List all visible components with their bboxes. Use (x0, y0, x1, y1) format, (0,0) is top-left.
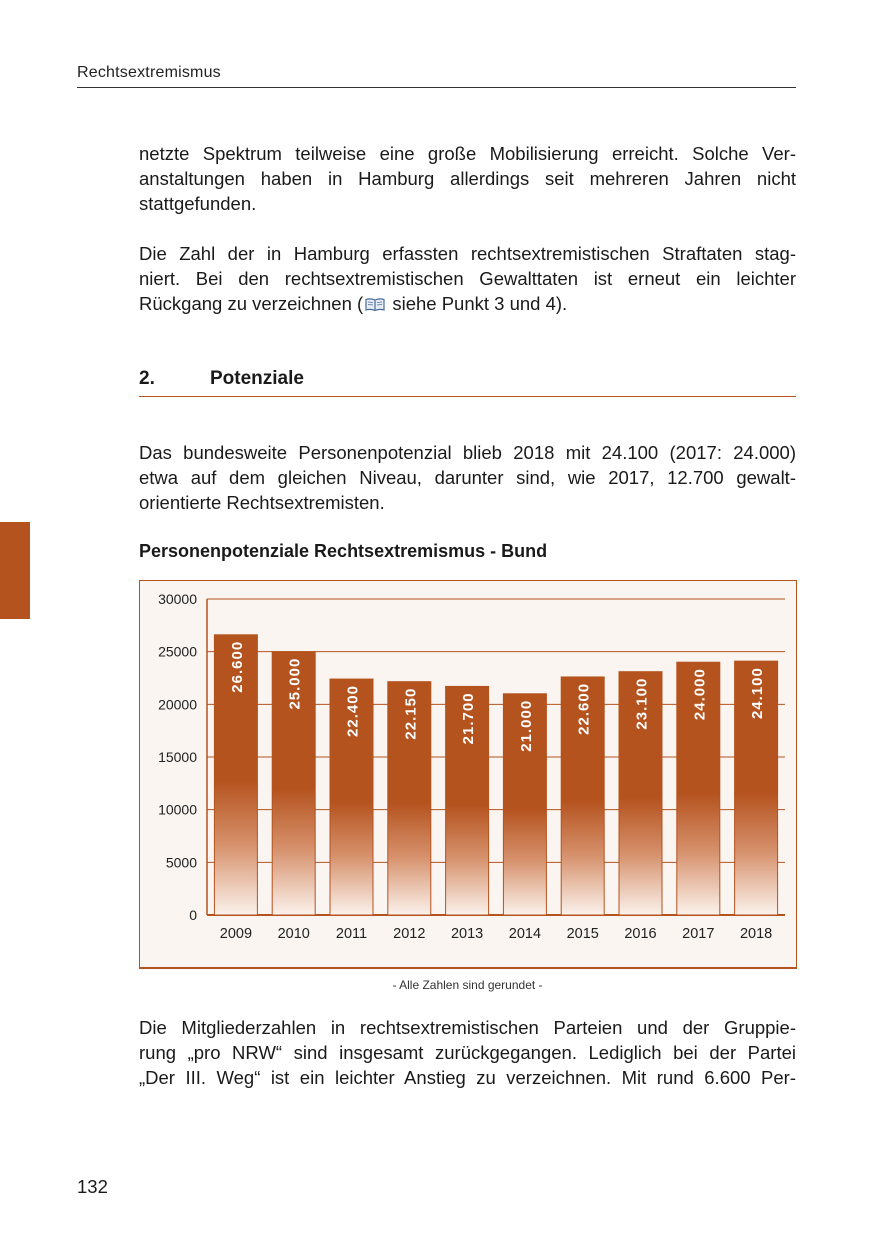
x-tick-label: 2009 (219, 926, 253, 942)
text-line: orientierte Rechtsextremisten. (139, 492, 385, 513)
section-heading (139, 364, 796, 397)
bar-value-label: 22.600 (575, 682, 593, 735)
bar-value-label: 22.150 (402, 687, 420, 740)
x-tick-label: 2018 (739, 926, 773, 942)
y-tick-label: 20000 (158, 696, 197, 713)
x-tick-label: 2011 (335, 926, 368, 942)
text-fragment: siehe Punkt 3 und 4). (387, 293, 568, 314)
text-line: Das bundesweite Personenpotenzial blieb 2018 mit 24.100 (2017: 24.000) (139, 442, 796, 463)
bar-value-label: 22.400 (344, 685, 362, 737)
text-line: niert. Bei den rechtsextremistischen Gewalttaten ist erneut ein leichter (139, 268, 796, 289)
text-line (139, 291, 796, 318)
chapter-side-tab (0, 522, 30, 619)
section-number: 2. (139, 368, 155, 389)
bar-chart (139, 580, 797, 969)
x-tick-label: 2016 (624, 926, 657, 942)
x-tick-label: 2017 (682, 926, 715, 942)
x-tick-label: 2013 (450, 926, 484, 942)
bar-value-label: 24.100 (749, 667, 767, 720)
potential-paragraph (139, 440, 796, 515)
y-tick-label: 25000 (158, 643, 197, 660)
bar-value-label: 21.000 (517, 699, 535, 752)
bar-value-label: 25.000 (286, 657, 304, 710)
text-line: etwa auf dem gleichen Niveau, darunter sind, wie 2017, 12.700 gewalt- (139, 467, 796, 488)
page-number: 132 (77, 1176, 108, 1197)
text-fragment: Rückgang zu verzeichnen ( (139, 293, 364, 314)
text-line: stattgefunden. (139, 193, 257, 214)
section-title: Potenziale (210, 368, 304, 389)
chart-footnote: - Alle Zahlen sind gerundet - (392, 978, 543, 992)
bar-value-label: 24.000 (691, 668, 709, 721)
membership-paragraph (139, 1015, 796, 1090)
text-line: rung „pro NRW“ sind insgesamt zurückgegangen. Lediglich bei der Partei (139, 1042, 796, 1063)
x-tick-label: 2010 (277, 926, 310, 942)
bar-value-label: 26.600 (228, 640, 246, 693)
text-line: „Der III. Weg“ ist ein leichter Anstieg zu verzeichnen. Mit rund 6.600 Per- (139, 1067, 796, 1088)
x-tick-label: 2014 (508, 926, 542, 942)
bar-value-label: 23.100 (633, 677, 651, 730)
x-tick-label: 2012 (393, 926, 426, 942)
chart-title: Personenpotenziale Rechtsextremismus - Bund (139, 541, 548, 561)
bar-value-label: 21.700 (460, 692, 478, 745)
bar-chart-svg (140, 581, 796, 967)
text-line: Die Zahl der in Hamburg erfassten rechtsextremistischen Straftaten stag- (139, 243, 796, 264)
running-title: Rechtsextremismus (77, 64, 796, 88)
y-tick-label: 0 (189, 907, 197, 923)
y-tick-label: 15000 (158, 749, 197, 765)
straftaten-paragraph (139, 241, 796, 318)
y-tick-label: 5000 (165, 854, 197, 871)
y-tick-label: 30000 (158, 591, 197, 607)
book-reference-icon[interactable] (365, 293, 385, 318)
text-line: anstaltungen haben in Hamburg allerdings seit mehreren Jahren nicht (139, 168, 796, 189)
y-tick-label: 10000 (158, 801, 197, 818)
x-tick-label: 2015 (566, 926, 599, 942)
text-line: Die Mitgliederzahlen in rechtsextremistischen Parteien und der Gruppie- (139, 1017, 796, 1038)
text-line: netzte Spektrum teilweise eine große Mobilisierung erreicht. Solche Ver- (139, 143, 796, 164)
intro-paragraph (139, 141, 796, 216)
